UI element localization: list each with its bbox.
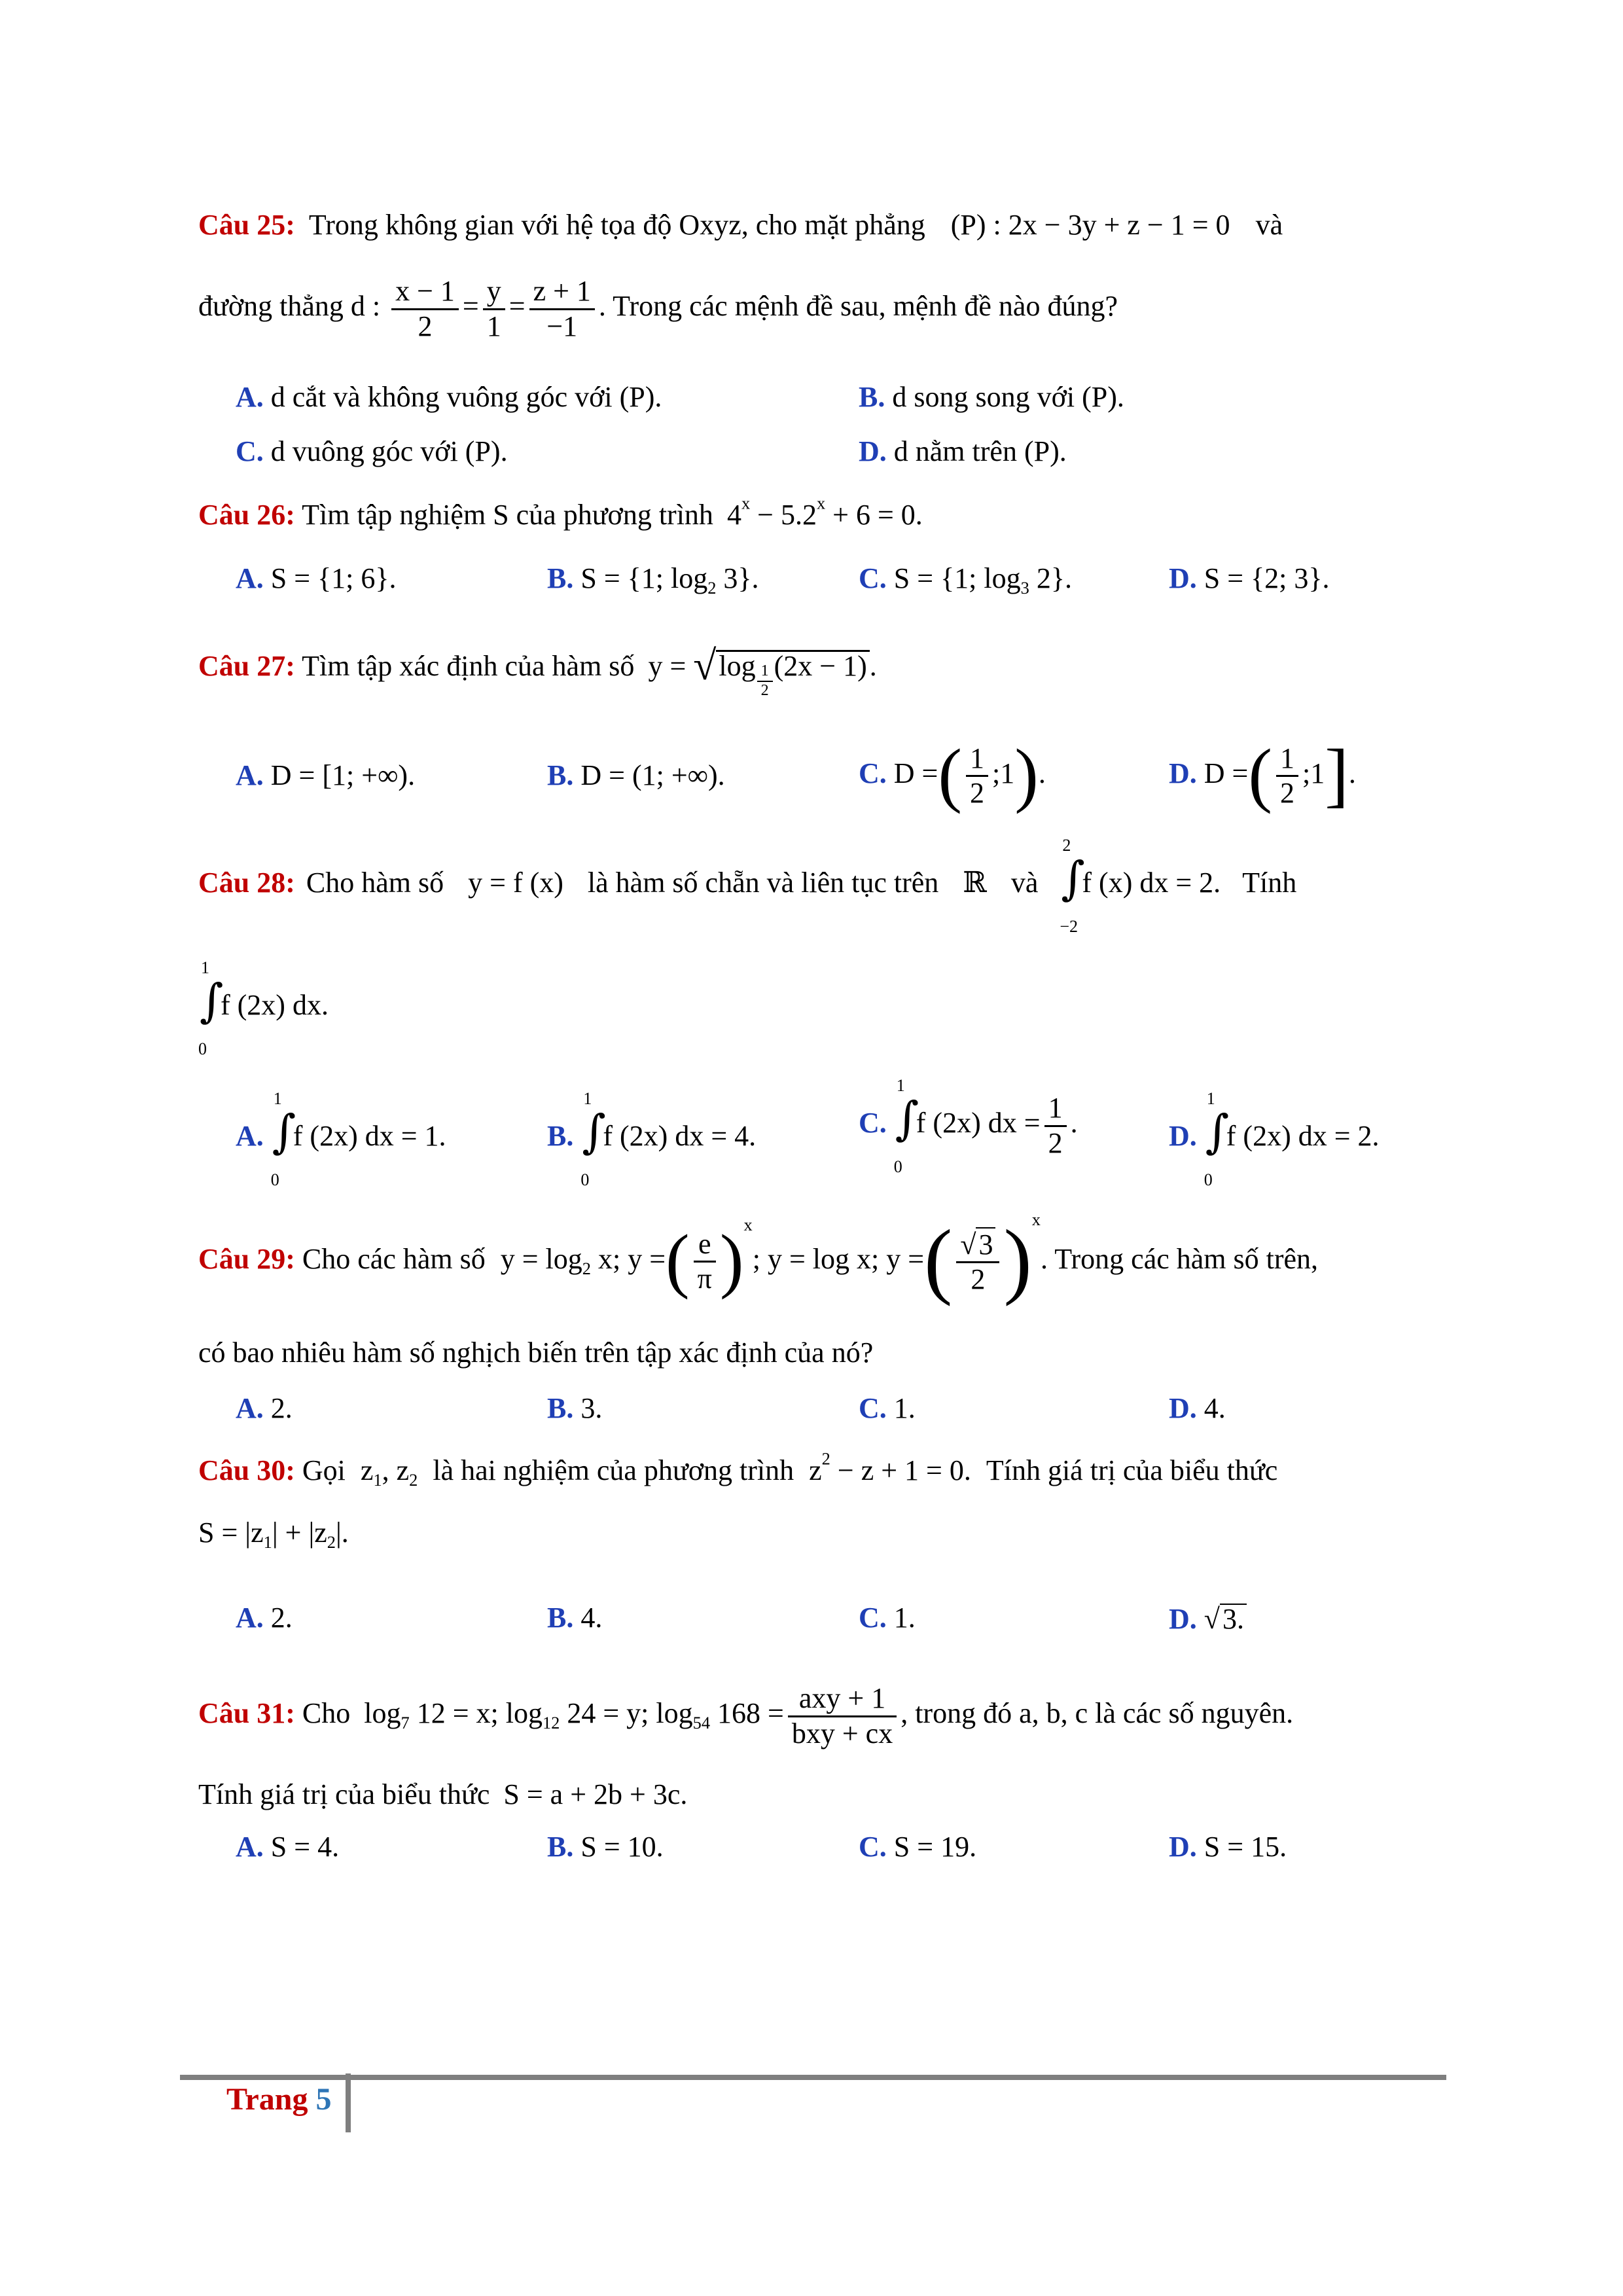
q29-f4-num-wrap (956, 1227, 999, 1264)
q26-option-c-pre: S = {1; log (893, 562, 1021, 594)
q29-f3: ; y = log x; y = (752, 1243, 925, 1275)
q26-eq-exp1: x (741, 493, 751, 513)
q27-log: log (719, 650, 756, 682)
q25-line2-post: . Trong các mệnh đề sau, mệnh đề nào đúng? (598, 290, 1118, 323)
q31-option-d[interactable] (1169, 1833, 1287, 1861)
q31-text2: , trong đó a, b, c là các số nguyên. (901, 1697, 1294, 1730)
q25-option-a-label: A. (236, 381, 264, 413)
q31-text1: Cho (302, 1697, 351, 1730)
q27-option-b-label: B. (547, 759, 574, 791)
q26-option-c[interactable] (859, 562, 1072, 598)
q26-eq-mid: − 5.2 (750, 499, 817, 531)
q27-arg: (2x − 1) (774, 650, 867, 682)
q31-option-a[interactable] (236, 1833, 339, 1861)
q25-f1-den: 2 (418, 310, 433, 342)
q25-option-a[interactable] (236, 383, 662, 412)
q29-option-d[interactable] (1169, 1394, 1226, 1423)
q29-line2 (198, 1338, 873, 1367)
q27-option-c-den: 2 (970, 777, 985, 810)
q25-f1-num: x − 1 (391, 275, 459, 310)
q30-label: Câu 30: (198, 1454, 295, 1486)
q25-line2-pre: đường thẳng d : (198, 290, 381, 323)
q26-label: Câu 26: (198, 499, 295, 531)
q30-expr-end: |. (336, 1516, 349, 1549)
q25-fraction-y (483, 275, 505, 343)
q27-option-c-label: C. (859, 757, 887, 789)
q30-sqrt-icon: √ (1204, 1603, 1220, 1635)
q31-option-a-label: A. (236, 1831, 264, 1863)
q25-fraction-x (391, 275, 459, 343)
q27-end: . (869, 650, 877, 682)
q30-z2: 2 (409, 1470, 418, 1490)
q26-option-d[interactable] (1169, 564, 1330, 593)
q27-option-a-text: D = [1; +∞). (270, 759, 416, 791)
q25-f2-num: y (483, 275, 505, 310)
q31-option-c-label: C. (859, 1831, 887, 1863)
q30-z-a: z (360, 1454, 374, 1486)
q28-c-den: 2 (1048, 1126, 1063, 1159)
q29-f4-num: 3 (976, 1227, 995, 1262)
q29-f2-frac (694, 1228, 716, 1296)
q29-line2-text: có bao nhiêu hàm số nghịch biến trên tập xác định của nó? (198, 1336, 874, 1369)
q25-option-d-text: d nằm trên (P). (893, 435, 1067, 467)
q30-text3: Tính giá trị của biểu thức (986, 1454, 1278, 1486)
q28-option-d-body: f (2x) dx = 2. (1226, 1120, 1380, 1153)
q30-option-b-label: B. (547, 1602, 574, 1634)
q28-line2 (198, 958, 329, 1058)
q26-equation (726, 493, 923, 531)
q25-line1 (198, 211, 1283, 240)
q27-option-c-pre: D = (893, 757, 938, 789)
q28-int-up: 2 (1062, 836, 1071, 855)
q31-option-a-text: S = 4. (270, 1831, 340, 1863)
q25-f3-den: −1 (546, 310, 578, 342)
q25-option-b-text: d song song với (P). (892, 381, 1124, 413)
q31-s1: 7 (401, 1713, 410, 1733)
q30-expr-pre: S = |z (198, 1516, 264, 1549)
q31-option-b-text: S = 10. (580, 1831, 664, 1863)
q28-integral-icon: 2 ∫ −2 (1060, 836, 1085, 936)
q29-option-a-label: A. (236, 1392, 264, 1424)
q26-line1 (198, 493, 923, 531)
q31-option-d-text: S = 15. (1204, 1831, 1287, 1863)
q28-c-lo: 0 (893, 1157, 902, 1176)
q29-functions (500, 1210, 1041, 1307)
q25-f2-den: 1 (486, 310, 501, 342)
q31-l2b: 24 = y; log (560, 1697, 693, 1730)
q29-text: Cho các hàm số (302, 1243, 486, 1275)
q25-text: Trong không gian với hệ tọa độ Oxyz, cho mặt phẳng (308, 209, 925, 241)
q27-option-c-open: ( (938, 734, 963, 814)
q28-tinh: Tính (1242, 867, 1297, 899)
q30-option-a-text: 2. (270, 1602, 293, 1634)
q31-label: Câu 31: (198, 1697, 295, 1730)
q30-option-a-label: A. (236, 1602, 264, 1634)
q28-c-up: 1 (896, 1076, 905, 1095)
q27-option-d-label: D. (1169, 757, 1197, 789)
q31-line2-text: Tính giá trị của biểu thức (198, 1778, 490, 1810)
q28-option-a[interactable] (236, 1089, 446, 1189)
q29-option-c-label: C. (859, 1392, 887, 1424)
q28-option-a-body: f (2x) dx = 1. (293, 1120, 446, 1153)
q28-option-c-integral-icon: 1 ∫ 0 (893, 1076, 919, 1176)
q26-eq-end: + 6 = 0. (825, 499, 923, 531)
q26-option-b-post: 3}. (716, 562, 759, 594)
q29-label: Câu 29: (198, 1243, 295, 1275)
q28-label: Câu 28: (198, 867, 295, 899)
q29-f2-open: ( (666, 1220, 690, 1300)
q30-expr-mid: | + |z (272, 1516, 327, 1549)
q30-eq: − z + 1 = 0. (837, 1454, 971, 1486)
q30-option-c-text: 1. (893, 1602, 916, 1634)
q29-sqrt-icon: √ (960, 1228, 976, 1261)
q31-l1b: 12 = x; log (409, 1697, 543, 1730)
q29-f2-den: π (697, 1263, 712, 1295)
q25-label: Câu 25: (198, 209, 295, 241)
q27-option-d-den: 2 (1280, 777, 1295, 810)
q28-option-d[interactable] (1169, 1089, 1380, 1189)
page-number: 5 (315, 2082, 332, 2117)
q29-option-d-label: D. (1169, 1392, 1197, 1424)
q27-option-d-num: 1 (1276, 742, 1298, 778)
q28-a-up: 1 (273, 1089, 282, 1108)
q30-text2: là hai nghiệm của phương trình (433, 1454, 794, 1486)
q30-z-c: z (809, 1454, 822, 1486)
q31-line2 (198, 1780, 687, 1809)
q26-option-d-label: D. (1169, 562, 1197, 594)
q25-option-c[interactable] (236, 437, 508, 466)
q29-line1 (198, 1210, 1319, 1307)
q28-d-up: 1 (1206, 1089, 1215, 1108)
q25-line2: đường thẳng d : $\frac{x - 1}{2}$ = $\frac{y}{1}$ = $\frac{z + 1}{-1}$ . Trong các mệnh đề sau, mệnh đề nào đúng? (198, 275, 1118, 342)
q28-int2-body: f (2x) dx. (221, 989, 329, 1022)
q29-option-a-text: 2. (270, 1392, 293, 1424)
q26-eq-exp2: x (816, 493, 826, 513)
q31-frac (788, 1682, 897, 1750)
q27-option-b[interactable] (547, 761, 725, 790)
q31-l1: log (364, 1697, 401, 1730)
q30-z-b: z (396, 1454, 410, 1486)
q28-func: y = f (x) (468, 867, 563, 899)
q26-option-a-label: A. (236, 562, 264, 594)
q27-option-a-label: A. (236, 759, 264, 791)
q27-option-d-close: ] (1325, 734, 1349, 814)
q27-y-eq: y = (648, 650, 687, 682)
q31-expr: S = a + 2b + 3c. (503, 1778, 688, 1810)
q30-option-c[interactable] (859, 1604, 916, 1632)
q29-option-b-label: B. (547, 1392, 574, 1424)
q27-option-c-end: . (1038, 757, 1046, 789)
q27-option-c-close: ) (1014, 734, 1039, 814)
page-footer (226, 2081, 331, 2117)
q29-option-b[interactable] (547, 1394, 602, 1423)
q26-option-d-text: S = {2; 3}. (1204, 562, 1330, 594)
q28-option-b-integral-icon: 1 ∫ 0 (580, 1089, 606, 1189)
q30-option-d-label: D. (1169, 1603, 1197, 1635)
q27-line1 (198, 642, 877, 700)
q30-expr (198, 1516, 349, 1552)
q28-d-lo: 0 (1204, 1170, 1213, 1189)
q30-roots: $z_1$, $z_2$ (360, 1454, 418, 1490)
q28-text2: là hàm số chẵn và liên tục trên (587, 867, 939, 899)
q29-f4-frac (956, 1227, 999, 1297)
q26-option-c-sub: 3 (1020, 578, 1029, 598)
q28-option-a-integral-icon: 1 ∫ 0 (270, 1089, 296, 1189)
q31-line1 (198, 1682, 1293, 1750)
q25-option-b-label: B. (859, 381, 885, 413)
q27-option-b-text: D = (1; +∞). (580, 759, 725, 791)
q27-text: Tìm tập xác định của hàm số (302, 650, 635, 682)
q26-option-b[interactable] (547, 562, 759, 598)
q27-radicand (716, 650, 869, 700)
footer-label: Trang (226, 2082, 308, 2117)
q31-option-b-label: B. (547, 1831, 574, 1863)
q28-int2-lo: 0 (198, 1039, 207, 1058)
q30-text1: Gọi (302, 1454, 346, 1486)
q25-and: và (1255, 209, 1283, 241)
q27-function (648, 642, 877, 699)
q31-option-d-label: D. (1169, 1831, 1197, 1863)
q29-f2-num: e (694, 1228, 716, 1263)
q28-option-c-label: C. (859, 1107, 887, 1139)
q28-option-a-label: A. (236, 1120, 264, 1153)
q30-line1 (198, 1448, 1278, 1490)
q31-option-b[interactable] (547, 1833, 664, 1861)
q28-option-b-label: B. (547, 1120, 574, 1153)
q26-option-b-pre: S = {1; log (580, 562, 708, 594)
q28-int-lo: −2 (1060, 917, 1079, 936)
q30-z1: 1 (373, 1470, 382, 1490)
q28-option-b-body: f (2x) dx = 4. (603, 1120, 757, 1153)
q26-text: Tìm tập nghiệm S của phương trình (302, 499, 713, 531)
q30-expr-sub2: 2 (327, 1532, 336, 1552)
q30-option-b[interactable] (547, 1604, 602, 1632)
q29-f4-open: ( (924, 1213, 953, 1307)
q30-z-sq: 2 (821, 1448, 830, 1469)
q26-option-b-sub: 2 (707, 578, 717, 598)
q29-post: . Trong các hàm số trên, (1040, 1243, 1319, 1275)
q31-option-c[interactable] (859, 1833, 976, 1861)
q26-option-a[interactable] (236, 564, 397, 593)
q28-option-d-integral-icon: 1 ∫ 0 (1204, 1089, 1230, 1189)
q27-option-d-post: ;1 (1302, 757, 1325, 789)
q28-option-c-body: f (2x) dx = (916, 1107, 1041, 1139)
q27-option-c[interactable] (859, 734, 1046, 814)
q27-option-d-open: ( (1248, 734, 1273, 814)
q31-f-den: bxy + cx (791, 1717, 893, 1749)
q30-equation (809, 1448, 971, 1486)
q30-line2 (198, 1516, 349, 1552)
q25-option-a-text: d cắt và không vuông góc với (P). (270, 381, 662, 413)
q28-option-c-end: . (1070, 1107, 1078, 1139)
q31-f-num: axy + 1 (788, 1682, 897, 1717)
q29-option-b-text: 3. (580, 1392, 603, 1424)
q25-option-b[interactable] (859, 383, 1124, 412)
q29-f1-sub: 2 (582, 1259, 591, 1279)
q28-option-c[interactable] (859, 1076, 1078, 1176)
q31-logs (364, 1682, 901, 1749)
q25-option-c-text: d vuông góc với (P). (270, 435, 508, 467)
q30-option-d[interactable] (1169, 1604, 1247, 1634)
q27-option-c-num: 1 (966, 742, 988, 778)
footer-divider (346, 2073, 351, 2132)
q28-reals: ℝ (963, 867, 987, 899)
q28-text1: Cho hàm số (306, 867, 444, 899)
q29-f2-exp: x (743, 1214, 753, 1234)
q29-f4-exp: x (1031, 1210, 1041, 1229)
q25-plane: (P) : 2x − 3y + z − 1 = 0 (950, 209, 1230, 241)
q31-option-c-text: S = 19. (893, 1831, 977, 1863)
q27-option-d-end: . (1348, 757, 1356, 789)
footer-rule (180, 2075, 1446, 2080)
q25-option-c-label: C. (236, 435, 264, 467)
q29-f1-post: x; y = (590, 1243, 666, 1275)
q29-option-c-text: 1. (893, 1392, 916, 1424)
q26-eq-base: 4 (726, 499, 741, 531)
q29-option-a[interactable] (236, 1394, 293, 1423)
q29-f4-close: ) (1003, 1213, 1032, 1307)
q28-int-body: f (x) dx = 2. (1082, 867, 1221, 899)
q29-option-c[interactable] (859, 1394, 916, 1423)
q27-option-c-frac (966, 742, 988, 810)
q28-a-lo: 0 (270, 1170, 279, 1189)
q28-c-num: 1 (1044, 1092, 1067, 1127)
q27-option-a[interactable] (236, 761, 415, 790)
q28-line1 (198, 836, 1297, 936)
q29-option-d-text: 4. (1204, 1392, 1226, 1424)
q27-base-num: 1 (757, 662, 773, 682)
q27-option-c-post: ;1 (992, 757, 1015, 789)
q28-b-up: 1 (583, 1089, 592, 1108)
q26-option-b-label: B. (547, 562, 574, 594)
q31-l3b: 168 = (710, 1697, 784, 1730)
q28-option-c-frac (1044, 1092, 1067, 1160)
q25-f3-num: z + 1 (529, 275, 595, 310)
q27-option-d[interactable] (1169, 734, 1356, 814)
q30-option-c-label: C. (859, 1602, 887, 1634)
q29-f2-close: ) (719, 1220, 744, 1300)
q30-option-b-text: 4. (580, 1602, 603, 1634)
q28-option-b[interactable] (547, 1089, 757, 1189)
q29-f4-den: 2 (971, 1263, 986, 1296)
q27-sqrt-icon: √ (693, 642, 717, 689)
q28-integral2-icon: 1 ∫ 0 (198, 958, 224, 1058)
q26-option-c-post: 2}. (1029, 562, 1072, 594)
q25-option-d-label: D. (859, 435, 887, 467)
q30-expr-sub1: 1 (263, 1532, 272, 1552)
q30-option-a[interactable] (236, 1604, 293, 1632)
q25-fraction-z (529, 275, 595, 343)
q27-option-d-frac (1276, 742, 1298, 810)
q29-f1-pre: y = log (500, 1243, 582, 1275)
q27-option-d-pre: D = (1204, 757, 1249, 789)
q31-s3: 54 (692, 1713, 711, 1733)
q28-b-lo: 0 (580, 1170, 590, 1189)
q26-option-a-text: S = {1; 6}. (270, 562, 397, 594)
q27-label: Câu 27: (198, 650, 295, 682)
q28-int2-up: 1 (201, 958, 209, 977)
q27-base-den: 2 (760, 682, 769, 699)
q28-option-d-label: D. (1169, 1120, 1197, 1153)
q27-log-base (757, 662, 773, 700)
q30-option-d-text: 3. (1220, 1604, 1247, 1634)
q25-option-d[interactable] (859, 437, 1067, 466)
q28-and: và (1010, 867, 1039, 899)
q26-option-c-label: C. (859, 562, 887, 594)
q31-s2: 12 (542, 1713, 560, 1733)
